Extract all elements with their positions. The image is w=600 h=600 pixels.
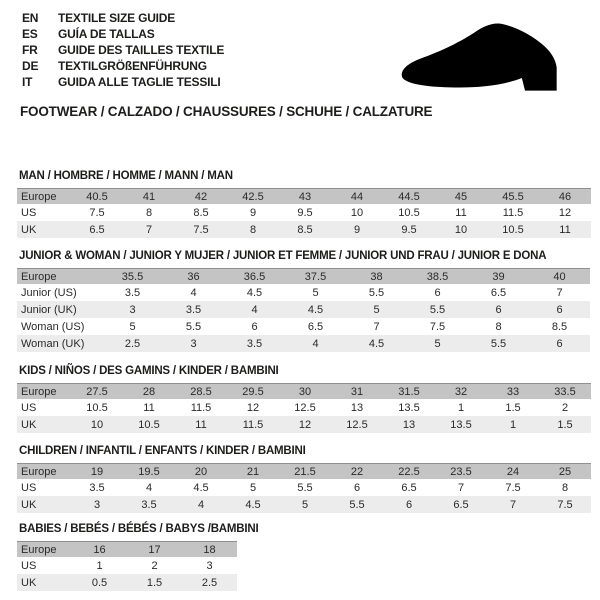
size-value-cell: 25 xyxy=(539,464,591,480)
size-value-cell: 21 xyxy=(227,464,279,480)
size-section xyxy=(17,250,590,352)
size-value-cell: 5.5 xyxy=(331,496,383,513)
size-value-cell: 31 xyxy=(331,384,383,400)
language-code: FR xyxy=(22,43,38,57)
size-value-cell: 3 xyxy=(71,496,123,513)
size-value-cell: 6 xyxy=(468,301,529,318)
size-value-cell: 32 xyxy=(435,384,487,400)
size-value-cell: 23.5 xyxy=(435,464,487,480)
size-table xyxy=(17,268,590,352)
size-row xyxy=(17,416,591,433)
size-value-cell: 6.5 xyxy=(435,496,487,513)
size-value-cell: 31.5 xyxy=(383,384,435,400)
size-value-cell: 20 xyxy=(175,464,227,480)
size-table xyxy=(17,188,591,238)
size-value-cell: 7.5 xyxy=(89,206,105,219)
size-table xyxy=(17,463,591,513)
size-row-label: Europe xyxy=(17,384,71,400)
size-row-label: Europe xyxy=(17,464,71,480)
size-section-title: KIDS / NIÑOS / DES GAMINS / KINDER / BAMBINI xyxy=(19,365,279,377)
size-value-cell: 37.5 xyxy=(285,269,346,285)
size-value-cell: 6 xyxy=(529,301,590,318)
size-value-cell: 45 xyxy=(435,189,487,205)
size-value-cell: 5.5 xyxy=(407,301,468,318)
size-value-cell: 3.5 xyxy=(124,286,141,299)
size-value-cell: 5 xyxy=(249,481,257,494)
size-value-cell: 46 xyxy=(539,189,591,205)
size-row-label: Europe xyxy=(17,189,71,205)
size-value-cell: 5.5 xyxy=(468,335,529,352)
size-value-cell: 21.5 xyxy=(279,464,331,480)
size-value-cell: 8 xyxy=(227,221,279,238)
size-value-cell: 11.5 xyxy=(190,401,212,414)
size-row xyxy=(17,557,237,574)
size-value-cell: 3.5 xyxy=(163,301,224,318)
size-value-cell: 8.5 xyxy=(551,320,568,333)
size-section xyxy=(17,523,258,591)
size-value-cell: 10 xyxy=(71,416,123,433)
size-value-cell: 17 xyxy=(127,542,182,558)
language-code: DE xyxy=(22,59,39,73)
size-value-cell: 1.5 xyxy=(505,401,521,414)
size-value-cell: 12 xyxy=(279,416,331,433)
size-value-cell: 9 xyxy=(249,206,257,219)
language-label: GUÍA DE TALLAS xyxy=(58,27,155,41)
size-row-label: US xyxy=(21,401,37,414)
size-row xyxy=(17,221,591,238)
size-value-cell: 11 xyxy=(143,401,155,414)
size-value-cell: 41 xyxy=(123,189,175,205)
size-value-cell: 3.5 xyxy=(224,335,285,352)
size-section-title: CHILDREN / INFANTIL / ENFANTS / KINDER / BAMBINI xyxy=(19,445,306,457)
size-section xyxy=(17,365,591,433)
size-value-cell: 8 xyxy=(145,206,153,219)
language-label: TEXTILE SIZE GUIDE xyxy=(58,11,176,25)
size-value-cell: 13 xyxy=(350,401,364,414)
size-value-cell: 1 xyxy=(487,416,539,433)
size-value-cell: 6.5 xyxy=(490,286,507,299)
language-code: ES xyxy=(22,27,38,41)
size-value-cell: 11 xyxy=(539,221,591,238)
size-value-cell: 1.5 xyxy=(127,574,182,591)
language-row xyxy=(22,58,224,74)
size-section-title: JUNIOR & WOMAN / JUNIOR Y MUJER / JUNIOR ET FEMME / JUNIOR UND FRAU / JUNIOR E DONA xyxy=(19,250,547,262)
size-row-label: Junior (UK) xyxy=(17,301,102,318)
size-header-row xyxy=(17,542,237,558)
shoe-icon xyxy=(392,16,582,102)
size-value-cell: 12 xyxy=(558,206,572,219)
size-value-cell: 8 xyxy=(561,481,569,494)
size-value-cell: 1 xyxy=(96,559,103,572)
size-value-cell: 11.5 xyxy=(502,206,524,219)
size-value-cell: 43 xyxy=(279,189,331,205)
size-value-cell: 7 xyxy=(556,286,563,299)
language-row xyxy=(22,42,224,58)
size-value-cell: 45.5 xyxy=(487,189,539,205)
size-value-cell: 38 xyxy=(346,269,407,285)
size-value-cell: 11 xyxy=(175,416,227,433)
size-value-cell: 7.5 xyxy=(539,496,591,513)
size-value-cell: 4 xyxy=(175,496,227,513)
size-row-label: Junior (US) xyxy=(21,286,77,299)
size-value-cell: 35.5 xyxy=(102,269,163,285)
size-value-cell: 8.5 xyxy=(193,206,209,219)
size-table xyxy=(17,541,237,591)
size-header-row xyxy=(17,269,590,285)
size-value-cell: 1 xyxy=(457,401,465,414)
size-row-label: Woman (US) xyxy=(21,320,85,333)
size-value-cell: 5 xyxy=(312,286,319,299)
size-header-row xyxy=(17,384,591,400)
size-value-cell: 6 xyxy=(434,286,441,299)
size-value-cell: 7 xyxy=(373,320,380,333)
size-row-label: Europe xyxy=(17,542,72,558)
size-value-cell: 12.5 xyxy=(331,416,383,433)
size-value-cell: 18 xyxy=(182,542,237,558)
size-row-label: US xyxy=(21,559,37,572)
size-row-label: Europe xyxy=(17,269,102,285)
size-value-cell: 44.5 xyxy=(383,189,435,205)
size-value-cell: 29.5 xyxy=(227,384,279,400)
size-row xyxy=(17,335,590,352)
size-value-cell: 3 xyxy=(102,301,163,318)
size-value-cell: 7 xyxy=(487,496,539,513)
size-value-cell: 36.5 xyxy=(224,269,285,285)
size-value-cell: 6 xyxy=(251,320,258,333)
size-row xyxy=(17,399,591,416)
size-section xyxy=(17,170,591,238)
size-value-cell: 13 xyxy=(383,416,435,433)
size-value-cell: 44 xyxy=(331,189,383,205)
size-value-cell: 40 xyxy=(529,269,590,285)
size-value-cell: 4.5 xyxy=(346,335,407,352)
size-value-cell: 13.5 xyxy=(398,401,420,414)
size-value-cell: 10.5 xyxy=(398,206,420,219)
size-value-cell: 30 xyxy=(279,384,331,400)
size-value-cell: 6 xyxy=(529,335,590,352)
size-value-cell: 6.5 xyxy=(71,221,123,238)
size-row-label: US xyxy=(21,206,37,219)
size-value-cell: 27.5 xyxy=(71,384,123,400)
size-value-cell: 36 xyxy=(163,269,224,285)
size-value-cell: 4 xyxy=(190,286,197,299)
size-value-cell: 11.5 xyxy=(227,416,279,433)
size-value-cell: 8 xyxy=(495,320,502,333)
size-value-cell: 6 xyxy=(383,496,435,513)
size-value-cell: 4.5 xyxy=(193,481,209,494)
size-value-cell: 9 xyxy=(331,221,383,238)
size-section xyxy=(17,445,591,513)
size-value-cell: 10.5 xyxy=(487,221,539,238)
size-value-cell: 5 xyxy=(346,301,407,318)
size-value-cell: 5 xyxy=(407,335,468,352)
size-row xyxy=(17,574,237,591)
language-row xyxy=(22,10,224,26)
size-value-cell: 7.5 xyxy=(505,481,521,494)
size-value-cell: 4 xyxy=(285,335,346,352)
language-code: EN xyxy=(22,11,39,25)
size-row-label: US xyxy=(21,481,37,494)
size-value-cell: 33 xyxy=(487,384,539,400)
size-value-cell: 38.5 xyxy=(407,269,468,285)
size-value-cell: 42.5 xyxy=(227,189,279,205)
language-label: TEXTILGRÖßENFÜHRUNG xyxy=(58,59,207,73)
size-value-cell: 8.5 xyxy=(279,221,331,238)
size-value-cell: 4 xyxy=(145,481,153,494)
size-value-cell: 28.5 xyxy=(175,384,227,400)
size-row-label: UK xyxy=(17,416,71,433)
size-value-cell: 11 xyxy=(455,206,467,219)
size-value-cell: 10.5 xyxy=(123,416,175,433)
size-value-cell: 28 xyxy=(123,384,175,400)
language-row xyxy=(22,26,224,42)
size-row xyxy=(17,318,590,335)
size-value-cell: 4 xyxy=(224,301,285,318)
size-value-cell: 6 xyxy=(353,481,361,494)
size-value-cell: 24 xyxy=(487,464,539,480)
size-value-cell: 4.5 xyxy=(246,286,263,299)
size-value-cell: 5.5 xyxy=(368,286,385,299)
size-value-cell: 3.5 xyxy=(123,496,175,513)
size-value-cell: 2.5 xyxy=(102,335,163,352)
size-value-cell: 33.5 xyxy=(539,384,591,400)
size-table xyxy=(17,383,591,433)
size-value-cell: 5.5 xyxy=(297,481,313,494)
size-value-cell: 19 xyxy=(71,464,123,480)
size-value-cell: 16 xyxy=(72,542,127,558)
size-value-cell: 9.5 xyxy=(297,206,313,219)
size-value-cell: 19.5 xyxy=(123,464,175,480)
size-value-cell: 4.5 xyxy=(227,496,279,513)
size-value-cell: 2.5 xyxy=(182,574,237,591)
size-value-cell: 4.5 xyxy=(285,301,346,318)
size-value-cell: 3.5 xyxy=(89,481,105,494)
size-section-title: MAN / HOMBRE / HOMME / MANN / MAN xyxy=(19,170,233,182)
size-value-cell: 0.5 xyxy=(72,574,127,591)
size-header-row xyxy=(17,189,591,205)
size-value-cell: 40.5 xyxy=(71,189,123,205)
size-value-cell: 7 xyxy=(123,221,175,238)
size-value-cell: 10 xyxy=(350,206,364,219)
language-code: IT xyxy=(22,75,33,89)
size-row-label: UK xyxy=(17,574,72,591)
size-row-label: UK xyxy=(17,496,71,513)
size-section-title: BABIES / BEBÉS / BÉBÉS / BABYS /BAMBINI xyxy=(19,523,259,535)
size-value-cell: 12 xyxy=(246,401,260,414)
size-value-cell: 5 xyxy=(279,496,331,513)
language-label: GUIDA ALLE TAGLIE TESSILI xyxy=(58,75,221,89)
size-value-cell: 2 xyxy=(561,401,569,414)
size-row xyxy=(17,284,590,301)
size-value-cell: 39 xyxy=(468,269,529,285)
size-row-label: UK xyxy=(17,221,71,238)
size-value-cell: 5 xyxy=(129,320,136,333)
size-value-cell: 5.5 xyxy=(185,320,202,333)
size-value-cell: 6.5 xyxy=(401,481,417,494)
size-value-cell: 9.5 xyxy=(383,221,435,238)
size-value-cell: 10.5 xyxy=(86,401,108,414)
size-row xyxy=(17,301,590,318)
category-title: FOOTWEAR / CALZADO / CHAUSSURES / SCHUHE / CALZATURE xyxy=(20,104,433,119)
size-value-cell: 10 xyxy=(435,221,487,238)
size-row-label: Woman (UK) xyxy=(17,335,102,352)
size-value-cell: 12.5 xyxy=(294,401,316,414)
size-value-cell: 13.5 xyxy=(435,416,487,433)
size-header-row xyxy=(17,464,591,480)
size-value-cell: 22.5 xyxy=(383,464,435,480)
size-value-cell: 22 xyxy=(331,464,383,480)
size-value-cell: 42 xyxy=(175,189,227,205)
language-label: GUIDE DES TAILLES TEXTILE xyxy=(58,43,225,57)
language-row xyxy=(22,74,224,90)
size-value-cell: 3 xyxy=(163,335,224,352)
size-value-cell: 6.5 xyxy=(307,320,324,333)
size-value-cell: 1.5 xyxy=(539,416,591,433)
size-row xyxy=(17,496,591,513)
size-value-cell: 7 xyxy=(457,481,465,494)
size-row xyxy=(17,479,591,496)
language-list xyxy=(22,10,224,90)
size-row xyxy=(17,204,591,221)
size-value-cell: 7.5 xyxy=(429,320,446,333)
size-value-cell: 7.5 xyxy=(175,221,227,238)
size-value-cell: 2 xyxy=(151,559,158,572)
size-value-cell: 3 xyxy=(206,559,213,572)
